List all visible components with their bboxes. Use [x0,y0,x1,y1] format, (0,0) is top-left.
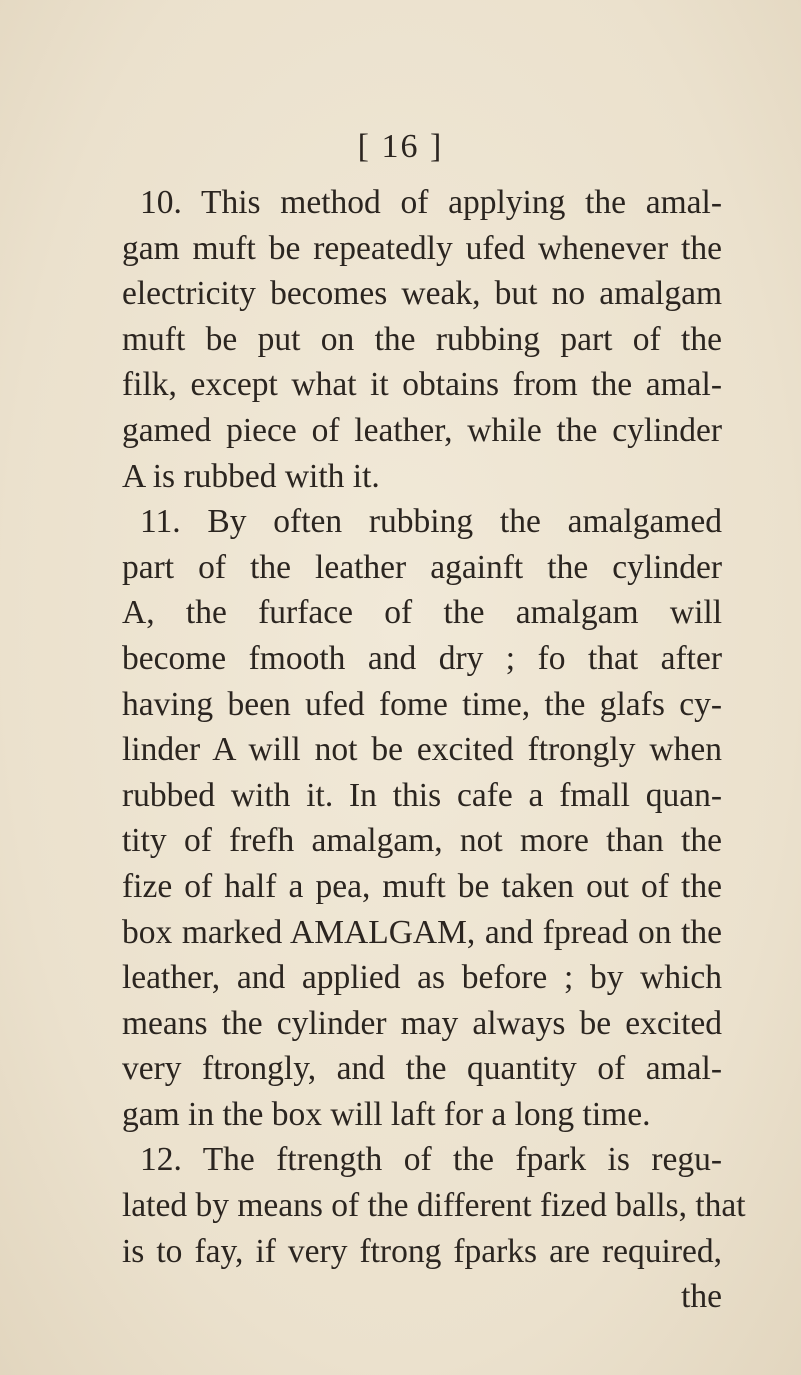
text-line: filk, except what it obtains from the amal- [122,366,722,404]
text-line: 12. The ftrength of the fpark is regu- [140,1141,722,1179]
text-line: gam muft be repeatedly ufed whenever the [122,229,722,267]
text-line: A, the furface of the amalgam will [122,594,722,632]
text-line: 11. By often rubbing the amalgamed [140,503,722,541]
text-line: very ftrongly, and the quantity of amal- [122,1050,722,1088]
text-line: fize of half a pea, muft be taken out of the [122,867,722,905]
text-line: means the cylinder may always be excited [122,1004,722,1042]
text-line: gam in the box will laft for a long time. [122,1095,651,1133]
text-line: is to fay, if very ftrong fparks are required, [122,1232,722,1270]
text-line: part of the leather againft the cylinder [122,548,722,586]
text-line: electricity becomes weak, but no amalgam [122,275,722,313]
body-text [122,180,746,1320]
text-line: tity of frefh amalgam, not more than the [122,822,722,860]
text-line: box marked AMALGAM, and fpread on the [122,913,722,951]
text-line: lated by means of the different fized balls, that [122,1187,746,1225]
text-line: 10. This method of applying the amal- [140,184,722,221]
text-line: become fmooth and dry ; fo that after [122,639,722,677]
text-line: rubbed with it. In this cafe a fmall quan- [122,776,722,814]
page-number-header: [ 16 ] [357,128,444,165]
text-line: having been ufed fome time, the glafs cy- [122,685,722,723]
text-line: A is rubbed with it. [122,457,380,495]
text-line: muft be put on the rubbing part of the [122,320,722,358]
text-line: gamed piece of leather, while the cylinder [122,411,722,449]
text-line: leather, and applied as before ; by which [122,959,722,997]
catchword: the [681,1278,722,1316]
text-line: linder A will not be excited ftrongly when [122,731,722,769]
